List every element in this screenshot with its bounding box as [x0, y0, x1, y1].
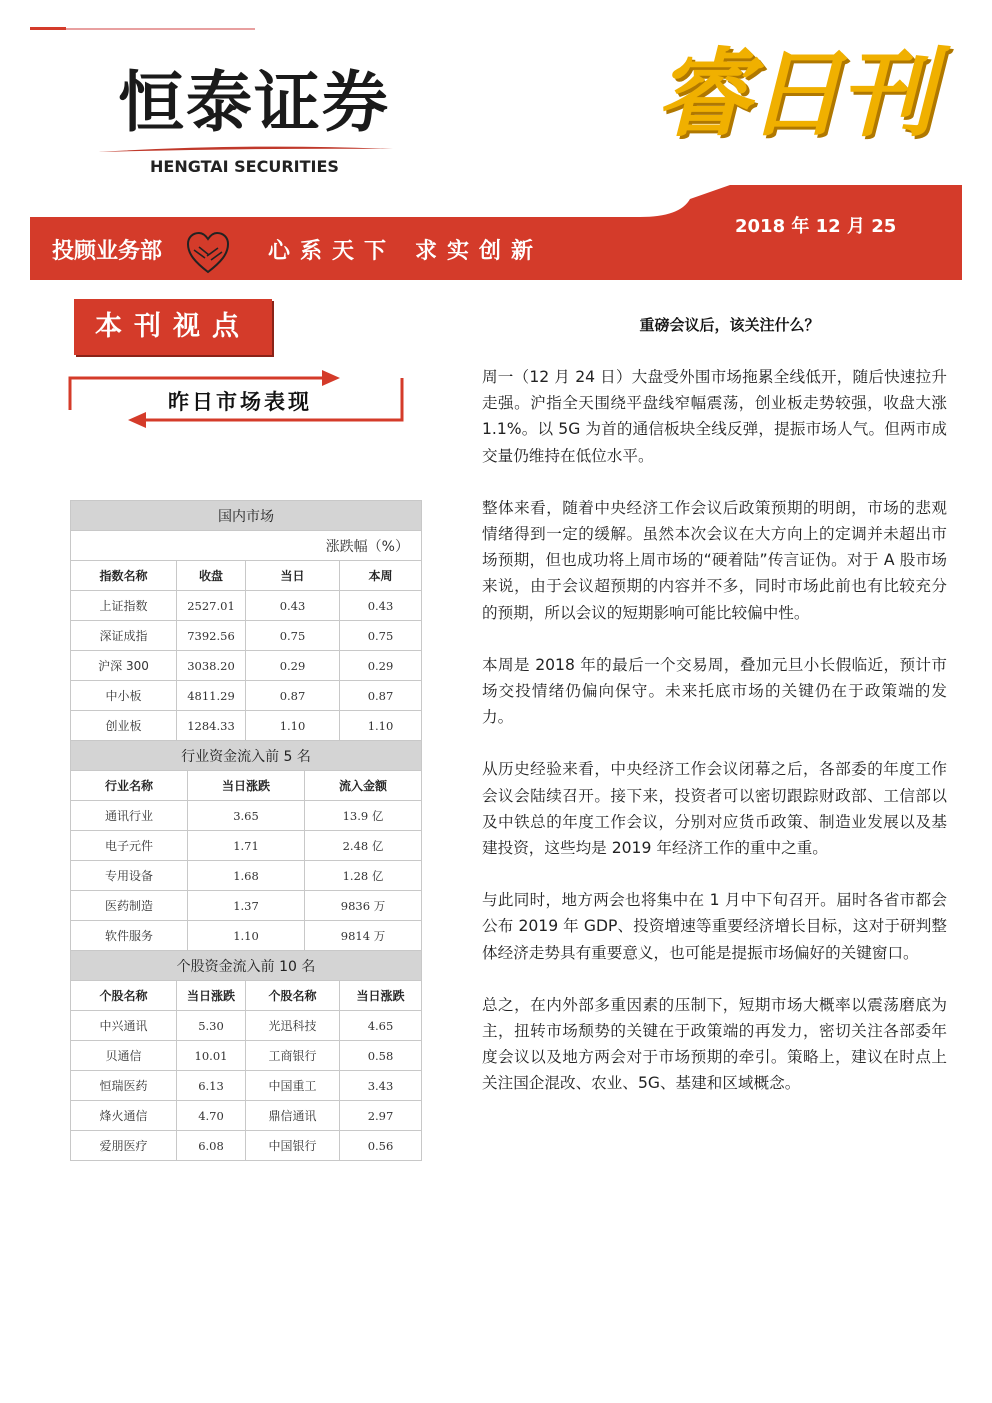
table-cell: 0.75: [246, 621, 340, 651]
table-cell: 1.68: [188, 861, 305, 891]
industry-table: [70, 770, 422, 981]
table-cell: 0.56: [340, 1131, 422, 1161]
table-cell: 创业板: [71, 711, 177, 741]
stocks-title-row: [71, 951, 422, 981]
table-row: [71, 891, 422, 921]
table-cell: 0.43: [246, 591, 340, 621]
motto-1: 心系天下: [268, 239, 397, 264]
article-paragraph: 总之，在内外部多重因素的压制下，短期市场大概率以震荡磨底为主，扭转市场颓势的关键在于政策端的再发力，密切关注各部委年度会议以及地方两会对于市场预期的牵引。策略上，建议在时点上关注国企混改、农业、5G、基建和区域概念。: [482, 995, 947, 1093]
table-cell: 工商银行: [246, 1041, 340, 1071]
table-cell: 0.29: [246, 651, 340, 681]
stocks-table: [70, 980, 422, 1161]
table-cell: 6.13: [177, 1071, 246, 1101]
section-subtitle: 昨日市场表现: [168, 389, 312, 414]
table-cell: 烽火通信: [71, 1101, 177, 1131]
table-cell: 0.87: [246, 681, 340, 711]
table-cell: 2527.01: [177, 591, 246, 621]
table-cell: 1.28 亿: [305, 861, 422, 891]
table-cell: 中国银行: [246, 1131, 340, 1161]
logo-swoosh: [98, 145, 393, 153]
masthead-title: 睿日刊: [655, 38, 931, 150]
brand-logo-cn: 恒泰证券: [118, 64, 390, 141]
column-header: 本周: [340, 561, 422, 591]
section-title-badge: 本刊视点: [74, 299, 272, 355]
table-row: [71, 681, 422, 711]
table-cell: 7392.56: [177, 621, 246, 651]
table-cell: 1.10: [246, 711, 340, 741]
table-row: [71, 861, 422, 891]
table-cell: 中小板: [71, 681, 177, 711]
industry-title-row: [71, 741, 422, 771]
article-title: 重磅会议后，该关注什么？: [639, 316, 820, 334]
table-cell: 6.08: [177, 1131, 246, 1161]
table-cell: 13.9 亿: [305, 801, 422, 831]
column-header: 当日: [246, 561, 340, 591]
column-header: 当日涨跌: [188, 771, 305, 801]
table-row: [71, 801, 422, 831]
table-cell: 4.65: [340, 1011, 422, 1041]
heart-hands-icon: [185, 230, 231, 276]
table-cell: 电子元件: [71, 831, 188, 861]
table-cell: 1.10: [340, 711, 422, 741]
table-cell: 爱朋医疗: [71, 1131, 177, 1161]
column-header: 个股名称: [71, 981, 177, 1011]
article-paragraph: 整体来看，随着中央经济工作会议后政策预期的明朗，市场的悲观情绪得到一定的缓解。虽然本次会议在大方向上的定调并未超出市场预期，但也成功将上周市场的“硬着陆”传言证伪。对于 A 股市场来说，由于会议超预期的内容并不多，同时市场此前也有比较充分的预期，所以会议的短期影响可能比较偏中性。: [482, 498, 947, 622]
table-cell: 3038.20: [177, 651, 246, 681]
top-rule: [30, 28, 255, 30]
table-row: [71, 1101, 422, 1131]
table-row: [71, 1131, 422, 1161]
article-paragraph: 与此同时，地方两会也将集中在 1 月中下旬召开。届时各省市都会公布 2019 年 GDP、投资增速等重要经济增长目标，这对于研判整体经济走势具有重要意义，也可能是提振市场偏好的关键窗口。: [482, 891, 947, 962]
table-row: [71, 921, 422, 951]
column-header: 流入金额: [305, 771, 422, 801]
table-row: [71, 651, 422, 681]
column-header: 当日涨跌: [177, 981, 246, 1011]
column-header: 个股名称: [246, 981, 340, 1011]
table-cell: 中兴通讯: [71, 1011, 177, 1041]
table-cell: 鼎信通讯: [246, 1101, 340, 1131]
column-header: 当日涨跌: [340, 981, 422, 1011]
domestic-unit: 涨跌幅（%）: [71, 531, 422, 561]
article-paragraph: 从历史经验来看，中央经济工作会议闭幕之后，各部委的年度工作会议会陆续召开。接下来，投资者可以密切跟踪财政部、工信部以及中铁总的年度工作会议，分别对应货币政策、制造业发展以及基建投资，这些均是 2019 年经济工作的重中之重。: [482, 760, 947, 858]
table-cell: 4.70: [177, 1101, 246, 1131]
table-cell: 10.01: [177, 1041, 246, 1071]
table-row: [71, 711, 422, 741]
motto-2: 求实创新: [415, 239, 544, 264]
table-cell: 3.65: [188, 801, 305, 831]
domestic-title-row: [71, 501, 422, 531]
table-cell: 9814 万: [305, 921, 422, 951]
column-header: 指数名称: [71, 561, 177, 591]
table-cell: 深证成指: [71, 621, 177, 651]
table-row: [71, 591, 422, 621]
column-header: 行业名称: [71, 771, 188, 801]
table-cell: 沪深 300: [71, 651, 177, 681]
table-cell: 1284.33: [177, 711, 246, 741]
table-cell: 贝通信: [71, 1041, 177, 1071]
top-rule-accent: [30, 27, 66, 30]
table-row: [71, 831, 422, 861]
brand-logo-en: HENGTAI SECURITIES: [150, 157, 339, 176]
table-cell: 0.29: [340, 651, 422, 681]
table-cell: 0.58: [340, 1041, 422, 1071]
table-cell: 光迅科技: [246, 1011, 340, 1041]
table-cell: 专用设备: [71, 861, 188, 891]
table-cell: 上证指数: [71, 591, 177, 621]
domestic-unit-row: [71, 531, 422, 561]
table-cell: 软件服务: [71, 921, 188, 951]
table-row: [71, 1071, 422, 1101]
issue-date: 2018 年 12 月 25: [735, 216, 897, 237]
article-paragraph: 本周是 2018 年的最后一个交易周，叠加元旦小长假临近，预计市场交投情绪仍偏向保守。未来托底市场的关键仍在于政策端的发力。: [482, 655, 947, 727]
table-cell: 2.97: [340, 1101, 422, 1131]
table-cell: 5.30: [177, 1011, 246, 1041]
table-cell: 通讯行业: [71, 801, 188, 831]
table-cell: 中国重工: [246, 1071, 340, 1101]
stocks-header-row: [71, 981, 422, 1011]
table-cell: 1.71: [188, 831, 305, 861]
table-cell: 3.43: [340, 1071, 422, 1101]
domestic-header-row: [71, 561, 422, 591]
table-row: [71, 1041, 422, 1071]
table-row: [71, 1011, 422, 1041]
domestic-title: 国内市场: [71, 501, 422, 531]
table-cell: 4811.29: [177, 681, 246, 711]
department-label: 投顾业务部: [52, 239, 163, 264]
table-cell: 9836 万: [305, 891, 422, 921]
article-body: [482, 364, 947, 1123]
industry-header-row: [71, 771, 422, 801]
table-row: [71, 621, 422, 651]
table-cell: 0.87: [340, 681, 422, 711]
stocks-title: 个股资金流入前 10 名: [71, 951, 422, 981]
table-cell: 恒瑞医药: [71, 1071, 177, 1101]
table-cell: 1.10: [188, 921, 305, 951]
industry-title: 行业资金流入前 5 名: [71, 741, 422, 771]
column-header: 收盘: [177, 561, 246, 591]
table-cell: 医药制造: [71, 891, 188, 921]
market-table: [70, 500, 422, 771]
table-cell: 1.37: [188, 891, 305, 921]
table-cell: 0.43: [340, 591, 422, 621]
article-paragraph: 周一（12 月 24 日）大盘受外围市场拖累全线低开，随后快速拉升走强。沪指全天围绕平盘线窄幅震荡，创业板走势较强，收盘大涨 1.1%。以 5G 为首的通信板块全线反弹，提振市场人气。但两市成交量仍维持在低位水平。: [482, 368, 947, 465]
table-cell: 0.75: [340, 621, 422, 651]
table-cell: 2.48 亿: [305, 831, 422, 861]
